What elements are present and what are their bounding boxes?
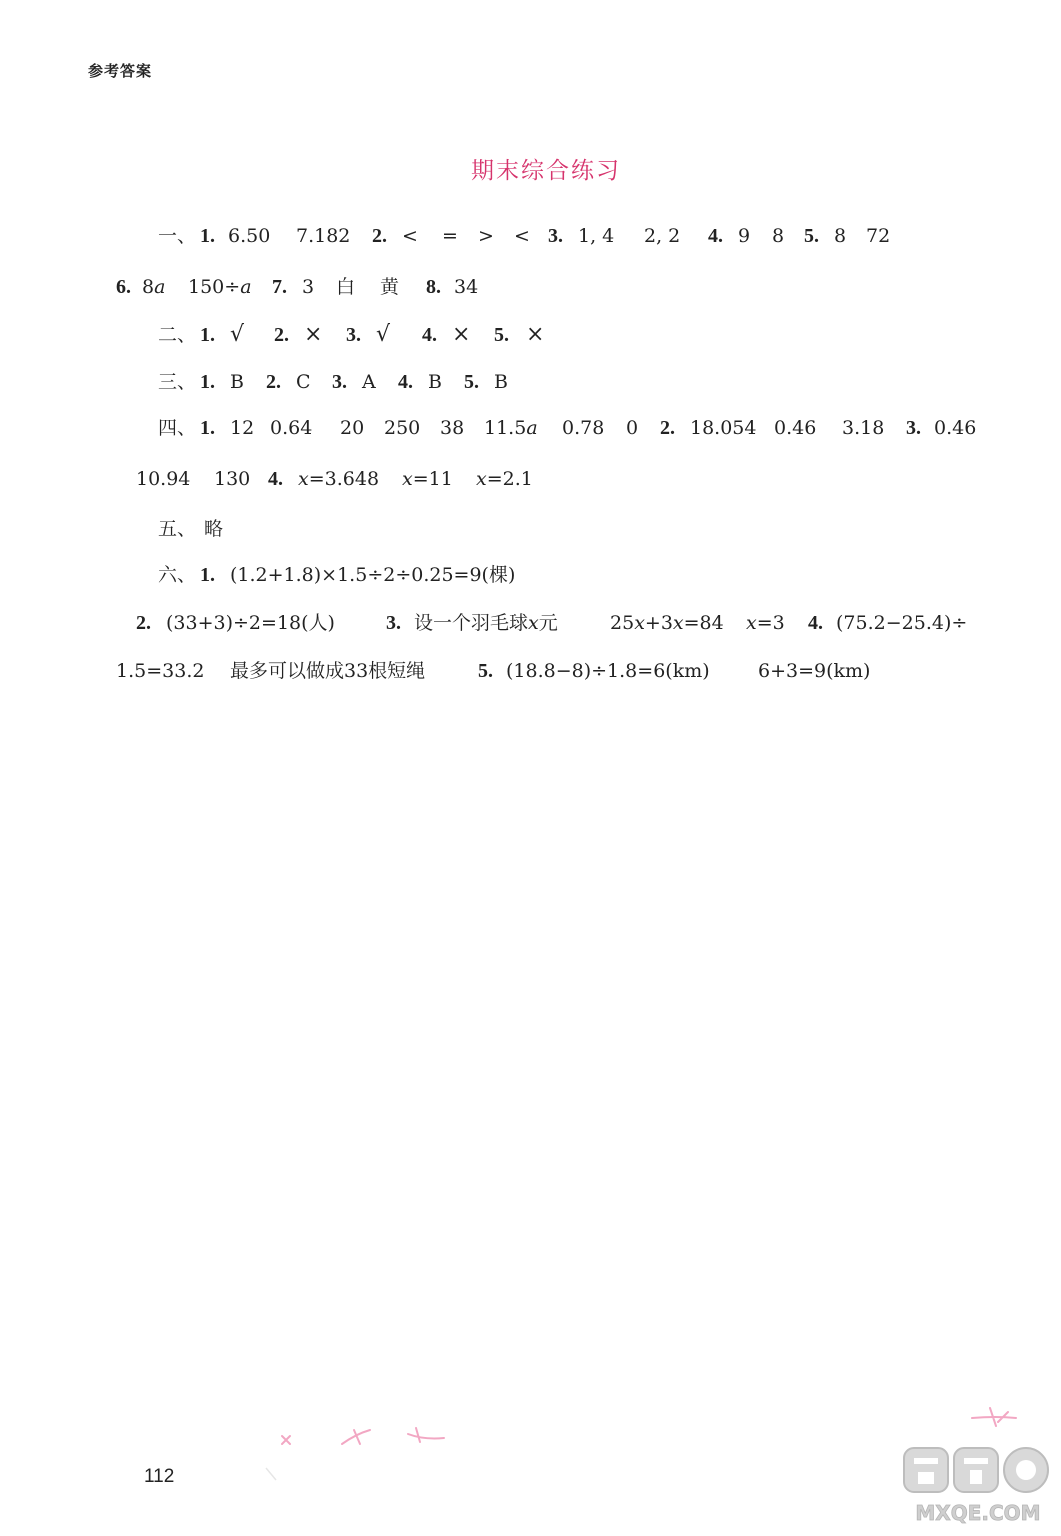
question-number: 5. — [494, 324, 509, 346]
question-number: 1. — [200, 564, 215, 586]
section-label: 六、 — [158, 564, 197, 586]
answer: 8a — [142, 276, 166, 298]
answer: x=3 — [746, 612, 785, 634]
answer: 8 — [834, 225, 847, 247]
answer: (33+3)÷2=18(人) — [166, 612, 335, 634]
answer: 20 — [340, 417, 365, 439]
answer: 6+3=9(km) — [758, 660, 871, 682]
answer: 略 — [204, 518, 224, 540]
answer: 34 — [454, 276, 479, 298]
answer: x=11 — [402, 468, 453, 490]
answer: 设一个羽毛球x元 — [414, 612, 558, 634]
answer: 11.5a — [484, 417, 538, 439]
answer: 7.182 — [296, 225, 351, 247]
section-label: 一、 — [158, 225, 197, 247]
page-number: 112 — [144, 1466, 175, 1487]
answer: √ — [230, 322, 245, 347]
question-number: 3. — [386, 612, 401, 634]
question-number: 5. — [478, 660, 493, 682]
watermark-text: MXQE.COM — [915, 1501, 1041, 1525]
question-number: 5. — [804, 225, 819, 247]
answer: 0.46 — [934, 417, 977, 439]
answer: 白 — [336, 276, 356, 298]
answer: 0.78 — [562, 417, 605, 439]
question-number: 3. — [332, 371, 347, 393]
answer: 最多可以做成33根短绳 — [230, 660, 426, 682]
question-number: 8. — [426, 276, 441, 298]
answer: = — [442, 225, 458, 247]
answer: B — [230, 371, 244, 393]
answer: × — [526, 322, 545, 347]
question-number: 5. — [464, 371, 479, 393]
answer: 3.18 — [842, 417, 885, 439]
question-number: 4. — [808, 612, 823, 634]
answer: > — [478, 225, 494, 247]
answer: 2, 2 — [644, 225, 681, 247]
question-number: 2. — [136, 612, 151, 634]
section-label: 四、 — [158, 417, 197, 439]
question-number: 4. — [708, 225, 723, 247]
page-header: 参考答案 — [88, 62, 153, 80]
question-number: 6. — [116, 276, 131, 298]
answer: × — [304, 322, 323, 347]
answer: B — [494, 371, 508, 393]
answer: 0.64 — [270, 417, 313, 439]
answer: A — [362, 371, 376, 393]
answer: 黄 — [380, 276, 400, 298]
answer: < — [402, 225, 418, 247]
question-number: 4. — [398, 371, 413, 393]
answer: 150÷a — [188, 276, 252, 298]
answer: √ — [376, 322, 391, 347]
decorative-dash-icon — [262, 1464, 282, 1484]
question-number: 2. — [266, 371, 281, 393]
decorative-stars-icon — [270, 1422, 450, 1456]
answer: 9 — [738, 225, 751, 247]
answer: x=3.648 — [298, 468, 380, 490]
answer: 1, 4 — [578, 225, 615, 247]
answer: 72 — [866, 225, 891, 247]
answer: × — [452, 322, 471, 347]
answer: x=2.1 — [476, 468, 533, 490]
question-number: 3. — [906, 417, 921, 439]
answer: 10.94 — [136, 468, 191, 490]
answer: 38 — [440, 417, 465, 439]
question-number: 2. — [372, 225, 387, 247]
question-number: 1. — [200, 417, 215, 439]
answer: 0 — [626, 417, 639, 439]
answer: (75.2−25.4)÷ — [836, 612, 968, 634]
answer: 25x+3x=84 — [610, 612, 724, 634]
answer: 130 — [214, 468, 251, 490]
watermark-logo-icon — [898, 1440, 1058, 1530]
question-number: 2. — [274, 324, 289, 346]
answer: B — [428, 371, 442, 393]
answer: C — [296, 371, 311, 393]
answer: 1.5=33.2 — [116, 660, 205, 682]
answer: (1.2+1.8)×1.5÷2÷0.25=9(棵) — [230, 564, 516, 586]
answer: (18.8−8)÷1.8=6(km) — [506, 660, 710, 682]
answer: 12 — [230, 417, 255, 439]
answer: 6.50 — [228, 225, 271, 247]
question-number: 1. — [200, 225, 215, 247]
answer: 0.46 — [774, 417, 817, 439]
page-title: 期末综合练习 — [471, 158, 621, 184]
question-number: 7. — [272, 276, 287, 298]
decorative-star-icon — [968, 1404, 1038, 1434]
answer: 250 — [384, 417, 421, 439]
question-number: 1. — [200, 371, 215, 393]
answer: 8 — [772, 225, 785, 247]
question-number: 3. — [346, 324, 361, 346]
question-number: 2. — [660, 417, 675, 439]
section-label: 二、 — [158, 324, 197, 346]
question-number: 4. — [422, 324, 437, 346]
question-number: 3. — [548, 225, 563, 247]
section-label: 五、 — [158, 518, 197, 540]
answer: < — [514, 225, 530, 247]
answer: 3 — [302, 276, 315, 298]
question-number: 1. — [200, 324, 215, 346]
question-number: 4. — [268, 468, 283, 490]
answer: 18.054 — [690, 417, 757, 439]
section-label: 三、 — [158, 371, 197, 393]
